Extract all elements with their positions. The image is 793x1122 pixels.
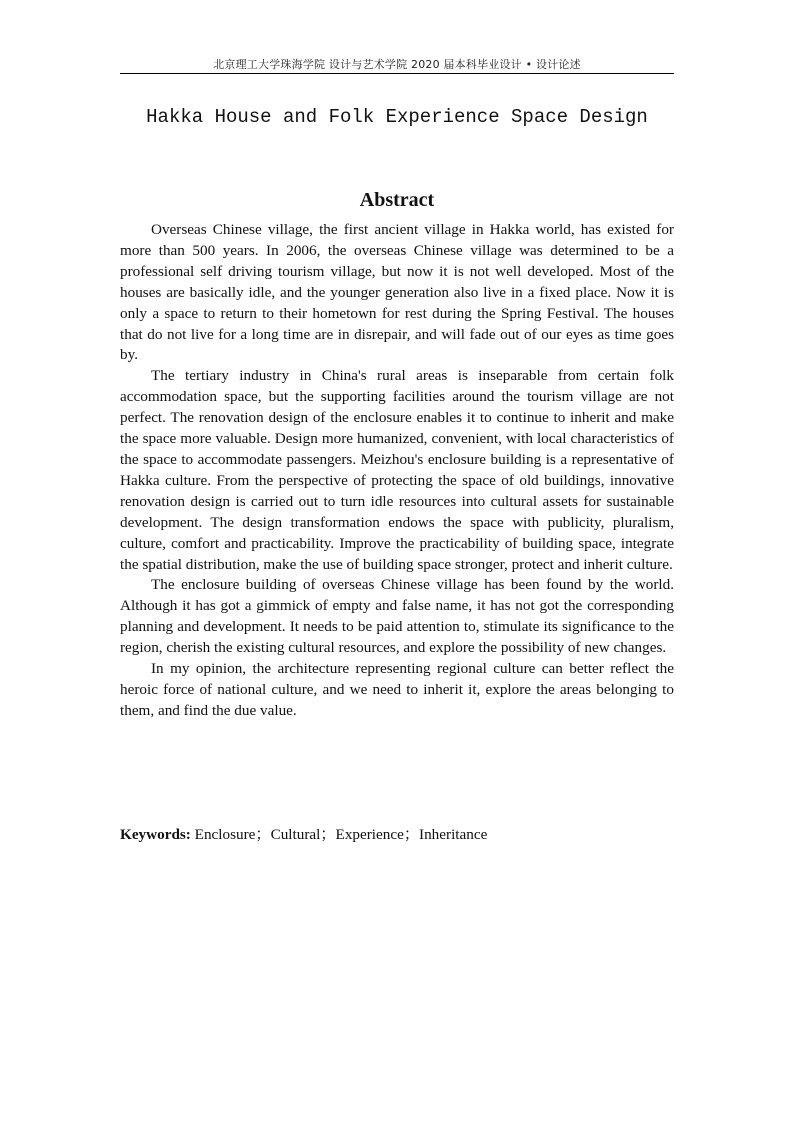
document-title: Hakka House and Folk Experience Space Design bbox=[146, 106, 648, 128]
abstract-paragraph-1: Overseas Chinese village, the first ancient village in Hakka world, has existed for more than 500 years. In 2006, the overseas Chinese village was determined to be a professional self driving tourism village, but now it is not well developed. Most of the houses are basically idle, and the younger generation also live in a fixed place. Now it is only a space to return to their hometown for rest during the Spring Festival. The houses that do not live for a long time are in disrepair, and will fade out of our eyes as time goes by. bbox=[120, 221, 674, 364]
keywords-label: Keywords: bbox=[120, 826, 191, 843]
abstract-body bbox=[120, 220, 674, 722]
abstract-paragraph-2: The tertiary industry in China's rural areas is inseparable from certain folk accommodation space, but the supporting facilities around the tourism village are not perfect. The renovation design of the enclosure enables it to continue to inherit and make the space more valuable. Design more humanized, convenient, with local characteristics of the space to accommodate passengers. Meizhou's enclosure building is a representative of Hakka culture. From the perspective of protecting the space of old buildings, innovative renovation design is carried out to turn idle resources into cultural assets for sustainable development. The design transformation endows the space with publicity, pluralism, culture, comfort and practicability. Improve the practicability of building space, integrate the spatial distribution, make the use of building space stronger, protect and inherit culture. bbox=[120, 367, 674, 573]
abstract-paragraph-4: In my opinion, the architecture representing regional culture can better reflect the heroic force of national culture, and we need to inherit it, explore the areas belonging to them, and find the due value. bbox=[120, 660, 674, 719]
keywords-line bbox=[120, 825, 674, 846]
page-header: 北京理工大学珠海学院 设计与艺术学院 2020 届本科毕业设计 • 设计论述 bbox=[213, 58, 581, 71]
abstract-paragraph-3: The enclosure building of overseas Chinese village has been found by the world. Although it has got a gimmick of empty and false name, it has not got the corresponding planning and development. It needs to be paid attention to, stimulate its significance to the region, cherish the existing cultural resources, and explore the possibility of new changes. bbox=[120, 576, 674, 657]
abstract-heading: Abstract bbox=[359, 189, 435, 211]
keywords-value: Enclosure；Cultural；Experience；Inheritance bbox=[190, 826, 488, 843]
header-rule bbox=[120, 73, 674, 74]
